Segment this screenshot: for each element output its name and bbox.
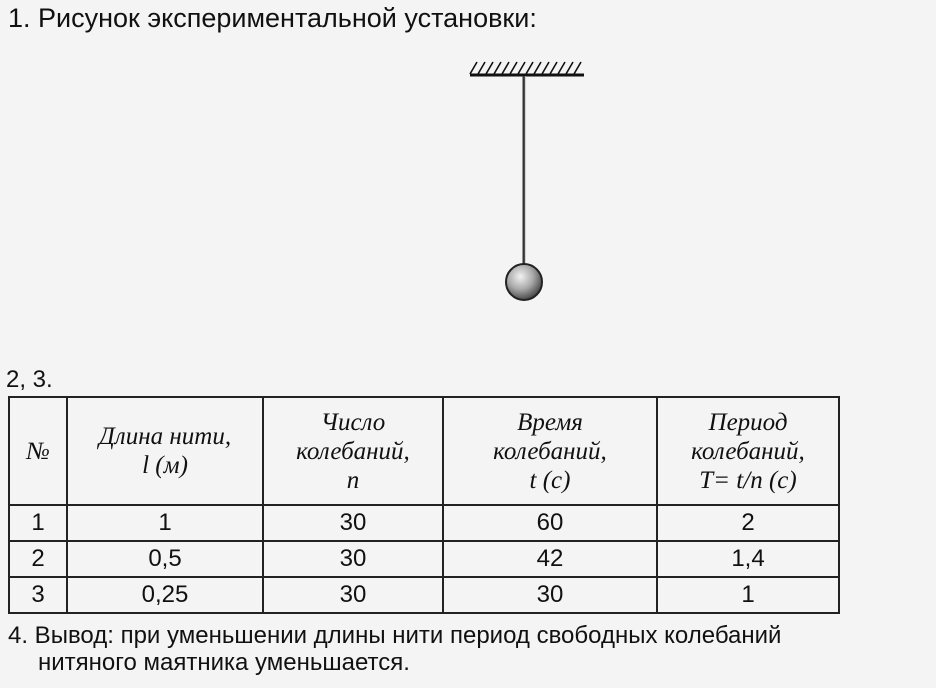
table-cell: 1 xyxy=(657,577,839,613)
page-heading: 1. Рисунок экспериментальной установки: xyxy=(8,3,537,33)
header-line: Длина нити, xyxy=(98,423,232,450)
column-header-number xyxy=(9,397,67,505)
column-header-oscillations xyxy=(263,397,443,505)
section-label: 2, 3. xyxy=(6,366,53,393)
header-line: № xyxy=(26,437,50,465)
table-cell: 60 xyxy=(443,505,657,541)
table-cell: 30 xyxy=(443,577,657,613)
table-cell: 1 xyxy=(9,505,67,541)
thread-line-icon xyxy=(524,76,525,265)
table-cell: 3 xyxy=(9,577,67,613)
column-header-time xyxy=(443,397,657,505)
table-cell: 1,4 xyxy=(657,541,839,577)
table-cell: 1 xyxy=(67,505,263,541)
hatched-ceiling-icon xyxy=(470,62,584,75)
header-line: T= t/n (с) xyxy=(699,466,797,494)
table-row xyxy=(9,541,839,577)
pendulum-figure xyxy=(462,56,590,306)
header-line: колебаний, xyxy=(296,437,410,465)
table-cell: 0,25 xyxy=(67,577,263,613)
table-cell: 30 xyxy=(263,505,443,541)
table-cell: 42 xyxy=(443,541,657,577)
conclusion-line-2: нитяного маятника уменьшается. xyxy=(38,649,410,676)
header-line: n xyxy=(346,466,360,494)
table-row xyxy=(9,577,839,613)
header-line: l (м) xyxy=(142,452,188,479)
table-cell: 2 xyxy=(657,505,839,541)
header-line: Время xyxy=(517,408,583,436)
header-line: колебаний, xyxy=(691,437,805,465)
table-cell: 30 xyxy=(263,577,443,613)
table-cell: 2 xyxy=(9,541,67,577)
conclusion-line-1: 4. Вывод: при уменьшении длины нити период свободных колебаний xyxy=(8,622,782,649)
column-header-length xyxy=(67,397,263,505)
header-line: t (с) xyxy=(529,466,571,494)
header-line: колебаний, xyxy=(493,437,607,465)
header-line: Период xyxy=(708,408,788,436)
table-cell: 30 xyxy=(263,541,443,577)
results-table xyxy=(8,396,840,614)
table-cell: 0,5 xyxy=(67,541,263,577)
results-table-wrapper xyxy=(8,396,838,614)
column-header-period xyxy=(657,397,839,505)
header-line: Число xyxy=(320,408,386,436)
table-row xyxy=(9,505,839,541)
pendulum-bob-icon xyxy=(506,264,542,300)
conclusion-text xyxy=(8,622,934,676)
table-header-row xyxy=(9,397,839,505)
